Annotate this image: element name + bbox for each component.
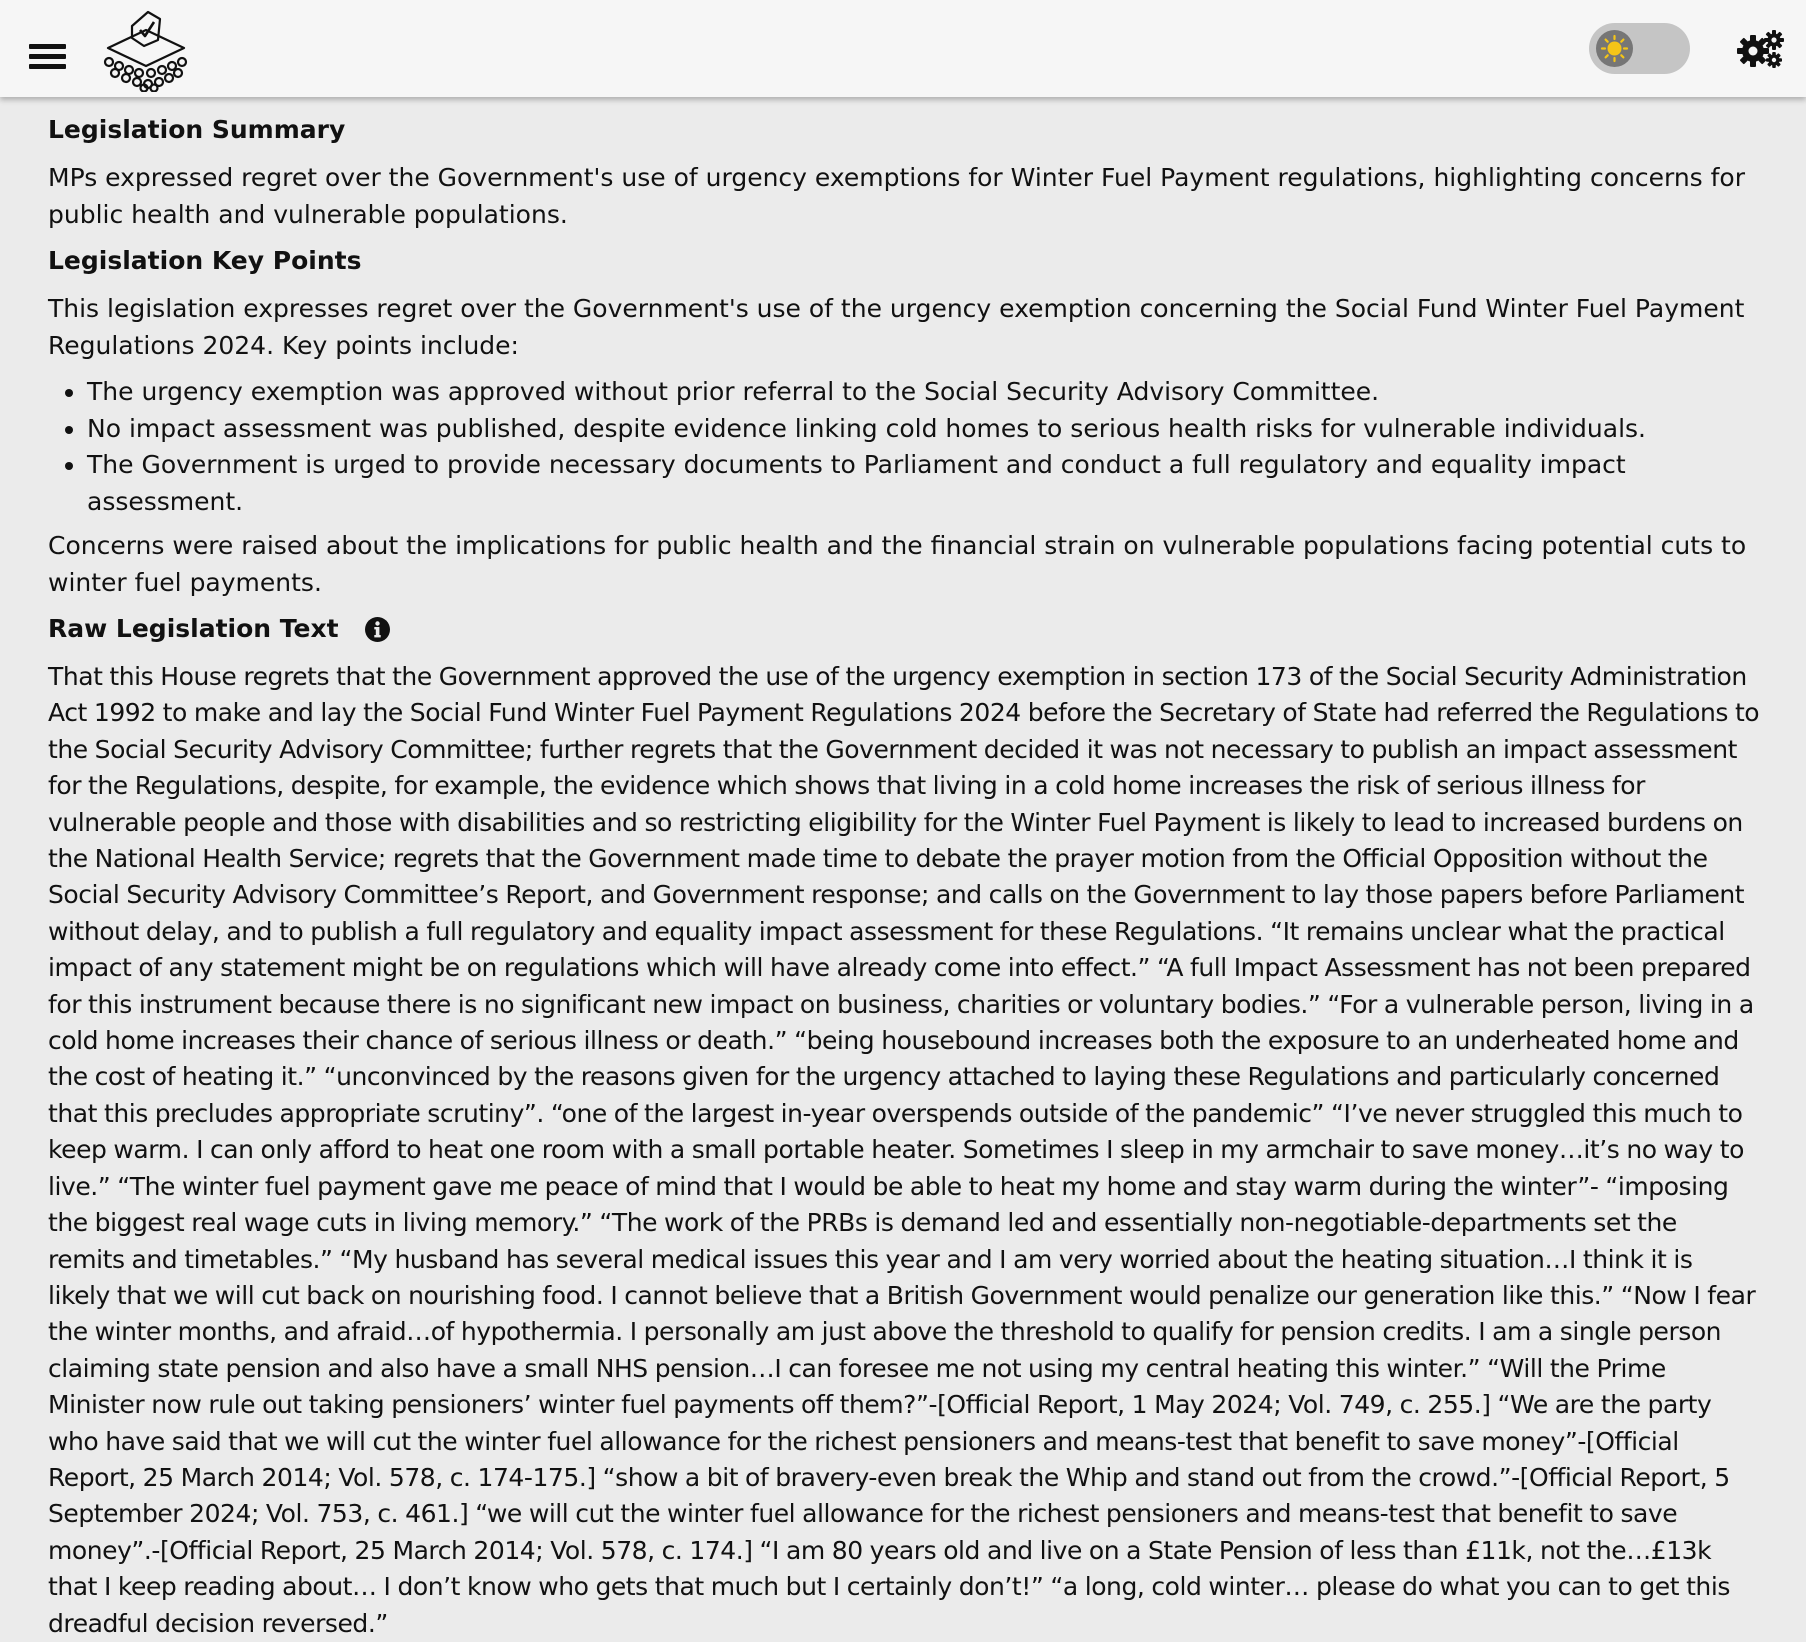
key-points-heading: Legislation Key Points (48, 246, 362, 275)
key-point-item: • The urgency exemption was approved without prior referral to the Social Security Advisory Committee. (87, 374, 1760, 411)
key-points-list (48, 374, 1760, 520)
top-navbar (0, 0, 1806, 97)
hamburger-menu-icon[interactable] (29, 44, 66, 70)
key-points-intro: This legislation expresses regret over the Government's use of the urgency exemption concerning the Social Fund Winter Fuel Payment Regulations 2024. Key points include: (48, 294, 1745, 360)
main-content (48, 110, 1760, 1642)
theme-toggle-switch[interactable] (1589, 23, 1690, 74)
key-point-item: • No impact assessment was published, despite evidence linking cold homes to serious health risks for vulnerable individuals. (87, 411, 1760, 448)
toggle-knob (1596, 30, 1633, 67)
key-points-outro: Concerns were raised about the implications for public health and the financial strain on vulnerable populations facing potential cuts to winter fuel payments. (48, 531, 1747, 597)
summary-heading: Legislation Summary (48, 115, 346, 144)
summary-text: MPs expressed regret over the Government's use of urgency exemptions for Winter Fuel Payment regulations, highlighting concerns for public health and vulnerable populations. (48, 163, 1746, 229)
key-point-item: • The Government is urged to provide necessary documents to Parliament and conduct a full regulatory and equality impact assessment. (87, 447, 1760, 520)
info-circle-icon[interactable] (365, 617, 390, 642)
ballot-box-logo-icon[interactable] (100, 10, 192, 92)
sun-icon (1600, 34, 1629, 63)
raw-text-heading: Raw Legislation Text (48, 614, 339, 643)
gears-icon[interactable] (1736, 29, 1784, 69)
raw-legislation-text: That this House regrets that the Government approved the use of the urgency exemption in section 173 of the Social Security Administration Act 1992 to make and lay the Social Fund Winter Fuel Payment Regulations 2024 before the Secretary of State had referred the Regulations to the Social Security Advisory Committee; further regrets that the Government decided it was not necessary to publish an impact assessment for the Regulations, despite, for example, the evidence which shows that living in a cold home increases the risk of serious illness for vulnerable people and those with disabilities and so restricting eligibility for the Winter Fuel Payment is likely to lead to increased burdens on the National Health Service; regrets that the Government made time to debate the prayer motion from the Official Opposition without the Social Security Advisory Committee’s Report, and Government response; and calls on the Government to lay those papers before Parliament without delay, and to publish a full regulatory and equality impact assessment for these Regulations. “It remains unclear what the practical impact of any statement might be on regulations which will have already come into effect.” “A full Impact Assessment has not been prepared for this instrument because there is no significant new impact on business, charities or voluntary bodies.” “For a vulnerable person, living in a cold home increases their chance of serious illness or death.” “being housebound increases both the exposure to an underheated home and the cost of heating it.” “unconvinced by the reasons given for the urgency attached to laying these Regulations and particularly concerned that this precludes appropriate scrutiny”. “one of the largest in-year overspends outside of the pandemic” “I’ve never struggled this much to keep warm. I can only afford to heat one room with a small portable heater. Sometimes I sleep in my armchair to save money…it’s no way to live.” “The winter fuel payment gave me peace of mind that I would be able to heat my home and stay warm during the winter”- “imposing the biggest real wage cuts in living memory.” “The work of the PRBs is demand led and essentially non-negotiable-departments set the remits and timetables.” “My husband has several medical issues this year and I am very worried about the heating situation…I think it is likely that we will cut back on nourishing food. I cannot believe that a British Government would penalize our generation like this.” “Now I fear the winter months, and afraid…of hypothermia. I personally am just above the threshold to qualify for pension credits. I am a single person claiming state pension and also have a small NHS pension…I can foresee me not using my central heating this winter.” “Will the Prime Minister now rule out taking pensioners’ winter fuel payments off them?”-[Official Report, 1 May 2024; Vol. 749, c. 255.] “We are the party who have said that we will cut the winter fuel allowance for the richest pensioners and means-test that benefit to save money”-[Official Report, 25 March 2014; Vol. 578, c. 174-175.] “show a bit of bravery-even break the Whip and stand out from the crowd.”-[Official Report, 5 September 2024; Vol. 753, c. 461.] “we will cut the winter fuel allowance for the richest pensioners and means-test that benefit to save money”.-[Official Report, 25 March 2014; Vol. 578, c. 174.] “I am 80 years old and live on a State Pension of less than £11k, not the…£13k that I keep reading about… I don’t know who gets that much but I certainly don’t!” “a long, cold winter… please do what you can to get this dreadful decision reversed.” (48, 662, 1760, 1638)
raw-text-header (48, 609, 1760, 649)
